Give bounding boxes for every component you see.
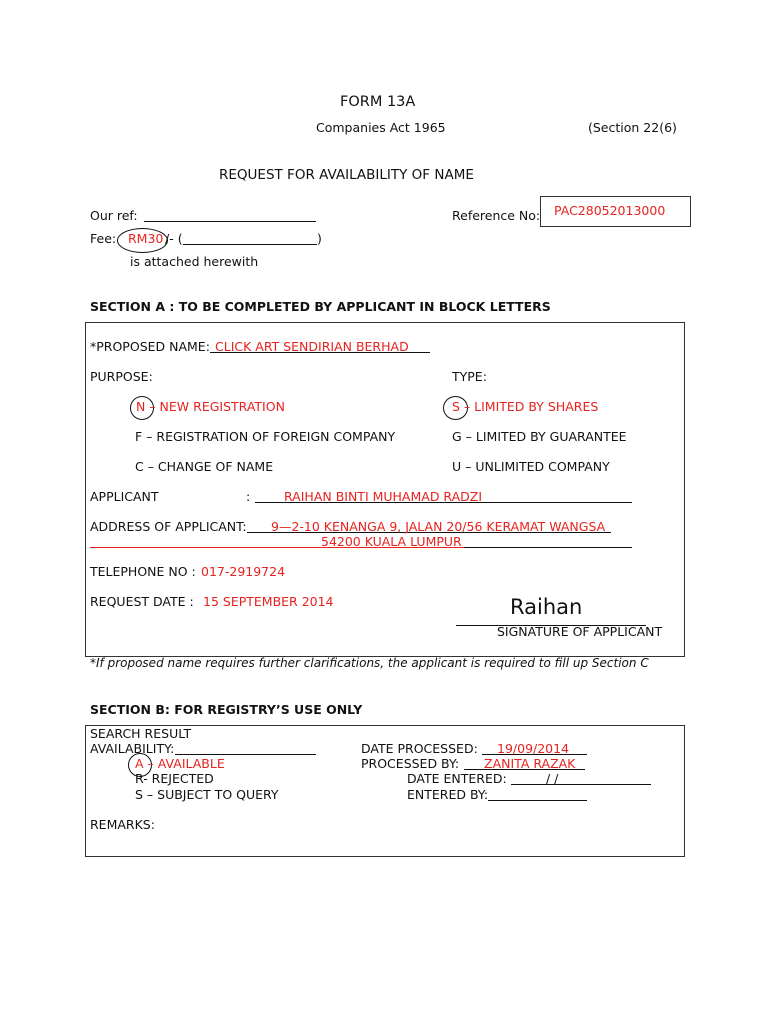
our-ref-label: Our ref: [90,208,138,223]
date-entered-line [511,784,651,785]
act-name: Companies Act 1965 [316,120,446,135]
proposed-name-value: CLICK ART SENDIRIAN BERHAD [215,339,409,354]
type-option-g: G – LIMITED BY GUARANTEE [452,429,627,444]
date-processed-label: DATE PROCESSED: [361,741,478,756]
address-line2-value: 54200 KUALA LUMPUR [321,534,462,549]
address-line-2 [464,547,632,548]
processed-by-label: PROCESSED BY: [361,756,460,771]
form-title: FORM 13A [340,94,416,110]
purpose-option-f: F – REGISTRATION OF FOREIGN COMPANY [135,429,396,444]
our-ref-line [144,221,316,222]
remarks-label: REMARKS: [90,817,155,832]
request-date-label: REQUEST DATE : [90,594,194,609]
applicant-label: APPLICANT [90,489,159,504]
reference-no-value: PAC28052013000 [554,203,666,218]
type-option-s: S – LIMITED BY SHARES [452,399,599,414]
applicant-signature: Raihan [510,595,583,619]
applicant-value: RAIHAN BINTI MUHAMAD RADZI [284,489,483,504]
processed-by-value: ZANITA RAZAK [484,756,576,771]
proposed-name-label: *PROPOSED NAME: [90,339,210,354]
date-entered-value: / / [546,771,559,786]
address-line1-value: 9—2-10 KENANGA 9, JALAN 20/56 KERAMAT WANGSA [271,519,606,534]
telephone-label: TELEPHONE NO : [90,564,196,579]
footnote: *If proposed name requires further clarifications, the applicant is required to fill up Section C [90,656,649,670]
purpose-option-n: N – NEW REGISTRATION [136,399,285,414]
search-result-label: SEARCH RESULT [90,726,192,741]
reference-no-label: Reference No: [452,208,541,223]
fee-line [183,244,317,245]
type-option-u: U – UNLIMITED COMPANY [452,459,610,474]
address-label: ADDRESS OF APPLICANT: [90,519,247,534]
fee-suffix: /- ( [165,231,183,246]
entered-by-line [488,800,587,801]
signature-label: SIGNATURE OF APPLICANT [497,624,663,639]
fee-label: Fee: [90,231,117,246]
request-date-value: 15 SEPTEMBER 2014 [203,594,334,609]
date-processed-value: 19/09/2014 [497,741,570,756]
fee-close: ) [317,231,322,246]
request-title: REQUEST FOR AVAILABILITY OF NAME [219,167,474,183]
availability-option-s: S – SUBJECT TO QUERY [135,787,279,802]
entered-by-label: ENTERED BY: [407,787,489,802]
section-a-heading: SECTION A : TO BE COMPLETED BY APPLICANT IN BLOCK LETTERS [90,299,551,314]
applicant-colon: : [246,489,251,504]
section-ref: (Section 22(6) [588,120,677,135]
fee-value: RM30 [128,231,164,246]
date-entered-label: DATE ENTERED: [407,771,507,786]
purpose-option-c: C – CHANGE OF NAME [135,459,274,474]
availability-option-a: A – AVAILABLE [135,756,225,771]
availability-line [175,754,316,755]
telephone-value: 017-2919724 [201,564,286,579]
reference-no-box [540,196,691,227]
attached-text: is attached herewith [130,254,259,269]
purpose-label: PURPOSE: [90,369,153,384]
type-label: TYPE: [452,369,487,384]
availability-label: AVAILABILITY: [90,741,175,756]
section-b-heading: SECTION B: FOR REGISTRY’S USE ONLY [90,702,363,717]
availability-option-r: R- REJECTED [135,771,214,786]
